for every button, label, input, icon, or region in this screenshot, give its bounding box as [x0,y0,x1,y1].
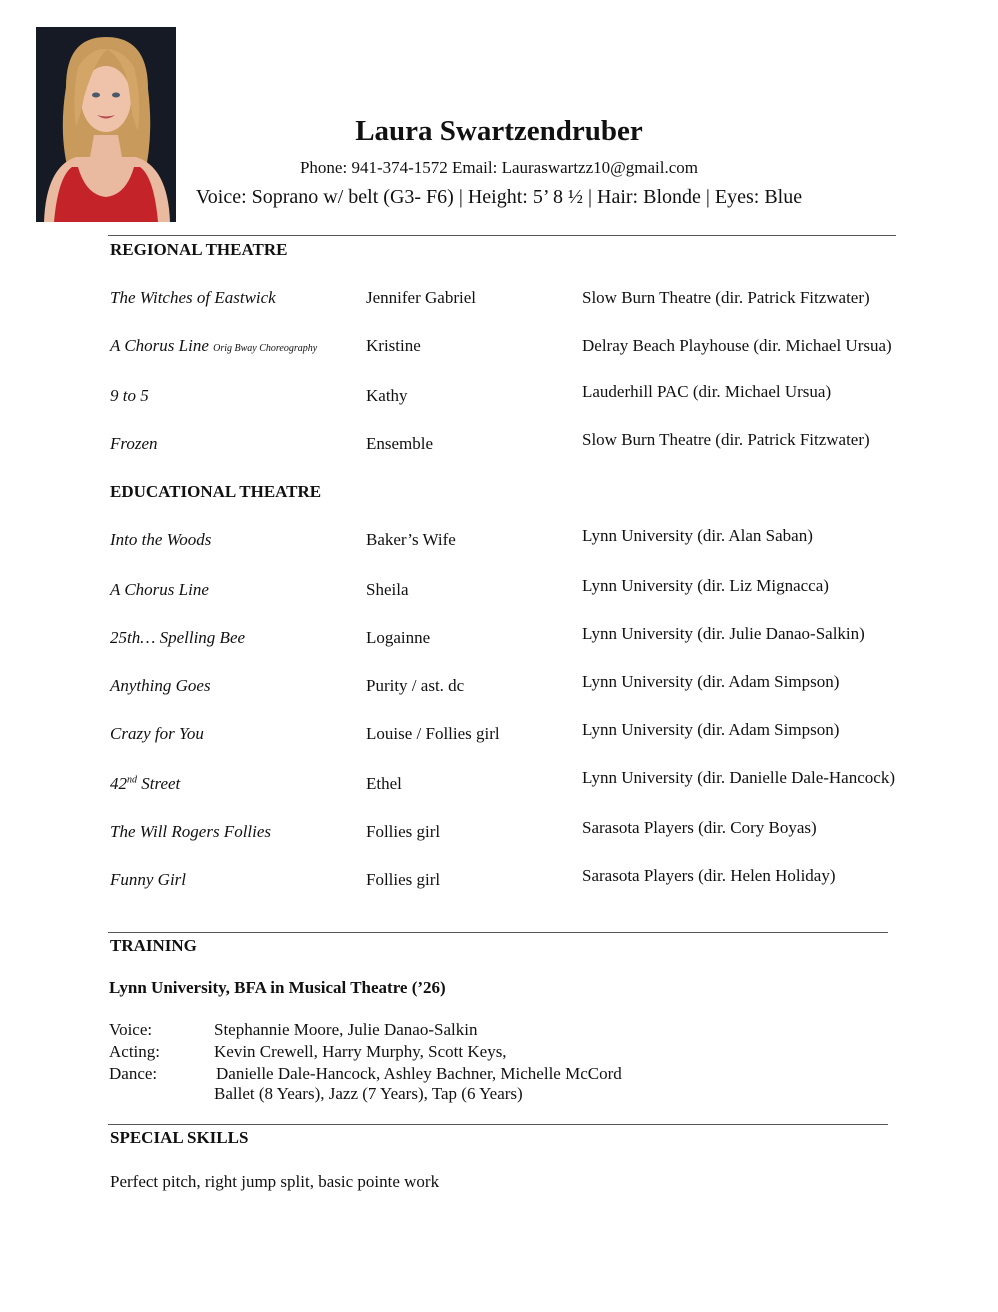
credit-show: The Will Rogers Follies [110,822,272,841]
degree-line: Lynn University, BFA in Musical Theatre (’26) [109,978,446,997]
credit-role: Follies girl [366,870,441,889]
credit-venue: Lauderhill PAC (dir. Michael Ursua) [582,382,832,401]
credit-show: 25th… Spelling Bee [110,628,246,647]
skills-text: Perfect pitch, right jump split, basic pointe work [110,1172,440,1191]
training-dance-teachers: Danielle Dale-Hancock, Ashley Bachner, Michelle McCord [216,1064,622,1083]
credit-show: Funny Girl [110,870,187,889]
credit-role: Kathy [366,386,408,405]
credit-role: Follies girl [366,822,441,841]
training-label-voice: Voice: [109,1020,153,1039]
credit-show-number: 42 [110,774,127,793]
training-label-acting: Acting: [109,1042,160,1061]
credit-venue: Sarasota Players (dir. Helen Holiday) [582,866,836,885]
divider [108,235,896,236]
credit-venue: Lynn University (dir. Alan Saban) [582,526,813,545]
training-dance-styles: Ballet (8 Years), Jazz (7 Years), Tap (6 Years) [214,1084,523,1103]
candidate-name: Laura Swartzendruber [355,115,643,147]
divider [108,932,888,933]
credit-venue: Lynn University (dir. Danielle Dale-Hancock) [582,768,895,787]
credit-role: Purity / ast. dc [366,676,465,695]
credit-role: Sheila [366,580,409,599]
credit-venue: Lynn University (dir. Adam Simpson) [582,720,840,739]
contact-line: Phone: 941-374-1572 Email: Lauraswartzz10@gmail.com [299,158,699,177]
ordinal-suffix: nd [127,774,137,786]
section-heading-skills: SPECIAL SKILLS [110,1128,249,1147]
credit-note: Orig Bway Choreography [213,343,318,354]
credit-role: Louise / Follies girl [366,724,500,743]
credit-role: Kristine [366,336,421,355]
credit-venue: Lynn University (dir. Adam Simpson) [582,672,840,691]
credit-show: Crazy for You [110,724,204,743]
credit-venue: Sarasota Players (dir. Cory Boyas) [582,818,817,837]
credit-show: A Chorus Line [110,580,209,599]
training-label-dance: Dance: [109,1064,158,1083]
credit-show [110,336,317,356]
training-voice-teachers: Stephannie Moore, Julie Danao-Salkin [214,1020,478,1039]
section-heading-regional: REGIONAL THEATRE [110,240,288,259]
credit-venue: Lynn University (dir. Liz Mignacca) [582,576,829,595]
credit-venue: Delray Beach Playhouse (dir. Michael Ursua) [582,336,892,355]
credit-show-rest: Street [137,774,181,793]
credit-venue: Slow Burn Theatre (dir. Patrick Fitzwater) [582,288,870,307]
credit-show: Anything Goes [110,676,211,695]
section-heading-educational: EDUCATIONAL THEATRE [110,482,322,501]
credit-venue: Lynn University (dir. Julie Danao-Salkin) [582,624,865,643]
credit-show: Into the Woods [110,530,212,549]
credit-show [110,774,180,794]
credit-show: 9 to 5 [110,386,149,405]
credit-show: The Witches of Eastwick [110,288,276,307]
credit-role: Jennifer Gabriel [366,288,476,307]
training-acting-teachers: Kevin Crewell, Harry Murphy, Scott Keys, [214,1042,507,1061]
section-heading-training: TRAINING [110,936,197,955]
credit-role: Ensemble [366,434,434,453]
divider [108,1124,888,1125]
credit-show-title: A Chorus Line [110,336,209,355]
credit-venue: Slow Burn Theatre (dir. Patrick Fitzwater) [582,430,870,449]
credit-role: Baker’s Wife [366,530,456,549]
credit-role: Logainne [366,628,431,647]
physical-specs: Voice: Soprano w/ belt (G3- F6) | Height: 5’ 8 ½ | Hair: Blonde | Eyes: Blue [195,186,803,208]
credit-role: Ethel [366,774,402,793]
credit-show: Frozen [110,434,158,453]
